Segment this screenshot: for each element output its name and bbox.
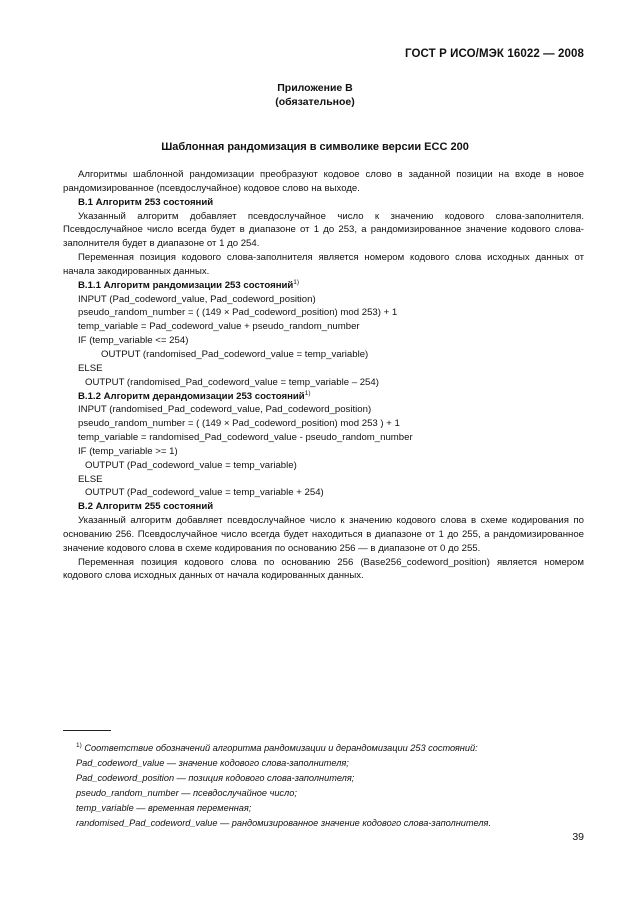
- code-line: OUTPUT (randomised_Pad_codeword_value = temp_variable): [101, 348, 369, 360]
- code-line: pseudo_random_number = ( (149 × Pad_codeword_position) mod 253) + 1: [78, 307, 398, 319]
- code-line: OUTPUT (Pad_codeword_value = temp_variable + 254): [85, 487, 324, 499]
- footnote-line: Pad_codeword_position — позиция кодового слова-заполнителя;: [76, 773, 355, 783]
- intro-paragraph: Алгоритмы шаблонной рандомизации преобразуют кодовое слово в заданной позиции на входе в новое рандомизированное (псевдослучайное) кодовое слово на выходе.: [63, 169, 584, 194]
- footnote-line: pseudo_random_number — псевдослучайное число;: [76, 788, 297, 798]
- footnote: [76, 741, 581, 831]
- code-line: IF (temp_variable >= 1): [78, 445, 178, 457]
- section-b2-heading: В.2 Алгоритм 255 состояний: [78, 501, 214, 513]
- footnote-line: Pad_codeword_value — значение кодового слова-заполнителя;: [76, 758, 349, 768]
- code-line: ELSE: [78, 362, 103, 374]
- code-line: INPUT (Pad_codeword_value, Pad_codeword_position): [78, 293, 316, 305]
- code-line: temp_variable = randomised_Pad_codeword_value - pseudo_random_number: [78, 432, 413, 444]
- code-line: INPUT (randomised_Pad_codeword_value, Pad_codeword_position): [78, 404, 372, 416]
- footnote-line: randomised_Pad_codeword_value — рандомизированное значение кодового слова-заполнителя.: [76, 818, 492, 828]
- footnote-ref: 1): [304, 389, 311, 397]
- annex-title: Шаблонная рандомизация в символике версии ECC 200: [161, 141, 469, 153]
- standard-header: ГОСТ Р ИСО/МЭК 16022 — 2008: [405, 48, 584, 60]
- code-line: OUTPUT (randomised_Pad_codeword_value = temp_variable – 254): [85, 376, 379, 388]
- page-number: 39: [572, 831, 584, 843]
- section-b1-paragraph-2: Переменная позиция кодового слова-заполнителя является номером кодового слова исходных данных от начала закодированных данных.: [63, 252, 584, 277]
- section-b12-heading-text: В.1.2 Алгоритм дерандомизации 253 состояний: [78, 390, 305, 402]
- section-b2-paragraph-1: Указанный алгоритм добавляет псевдослучайное число к значению кодового слова в схеме кодирования по основанию 256. Псевдослучайное число всегда будет находиться в диапазоне от 1 до 255, а рандомизированное значение кодового слова в схеме кодирования по основанию 256 — в диапазоне от 0 до 255.: [63, 515, 584, 554]
- annex-name: Приложение В: [277, 82, 353, 94]
- footnote-ref: 1): [293, 278, 300, 286]
- footnote-line: temp_variable — временная переменная;: [76, 803, 252, 813]
- code-line: ELSE: [78, 473, 103, 485]
- annex-heading: [0, 81, 630, 109]
- section-b1-heading: В.1 Алгоритм 253 состояний: [78, 196, 214, 208]
- footnote-mark: 1): [76, 742, 82, 749]
- footnote-text: Соответствие обозначений алгоритма рандомизации и дерандомизации 253 состояний:: [84, 743, 478, 753]
- footnote-first-line: [76, 741, 581, 756]
- section-b11-heading: [63, 279, 584, 293]
- code-line: pseudo_random_number = ( (149 × Pad_codeword_position) mod 253 ) + 1: [78, 418, 400, 430]
- section-b11-heading-text: В.1.1 Алгоритм рандомизации 253 состояний: [78, 279, 294, 291]
- document-body: [63, 168, 584, 583]
- footnote-separator: [63, 730, 111, 731]
- section-b12-heading: [63, 390, 584, 404]
- code-line: temp_variable = Pad_codeword_value + pseudo_random_number: [78, 321, 360, 333]
- section-b2-paragraph-2: Переменная позиция кодового слова по основанию 256 (Base256_codeword_position) является номером кодового слова исходных данных от начала кодированных данных.: [63, 556, 584, 582]
- code-line: OUTPUT (Pad_codeword_value = temp_variable): [85, 459, 297, 471]
- code-line: IF (temp_variable <= 254): [78, 335, 189, 347]
- annex-status: (обязательное): [275, 96, 355, 108]
- section-b1-paragraph-1: Указанный алгоритм добавляет псевдослучайное число к значению кодового слова-заполнителя. Псевдослучайное число всегда будет в диапазоне от 1 до 253, а рандомизированное значение кодового слова-заполнителя будет в диапазоне от 1 до 254.: [63, 210, 584, 250]
